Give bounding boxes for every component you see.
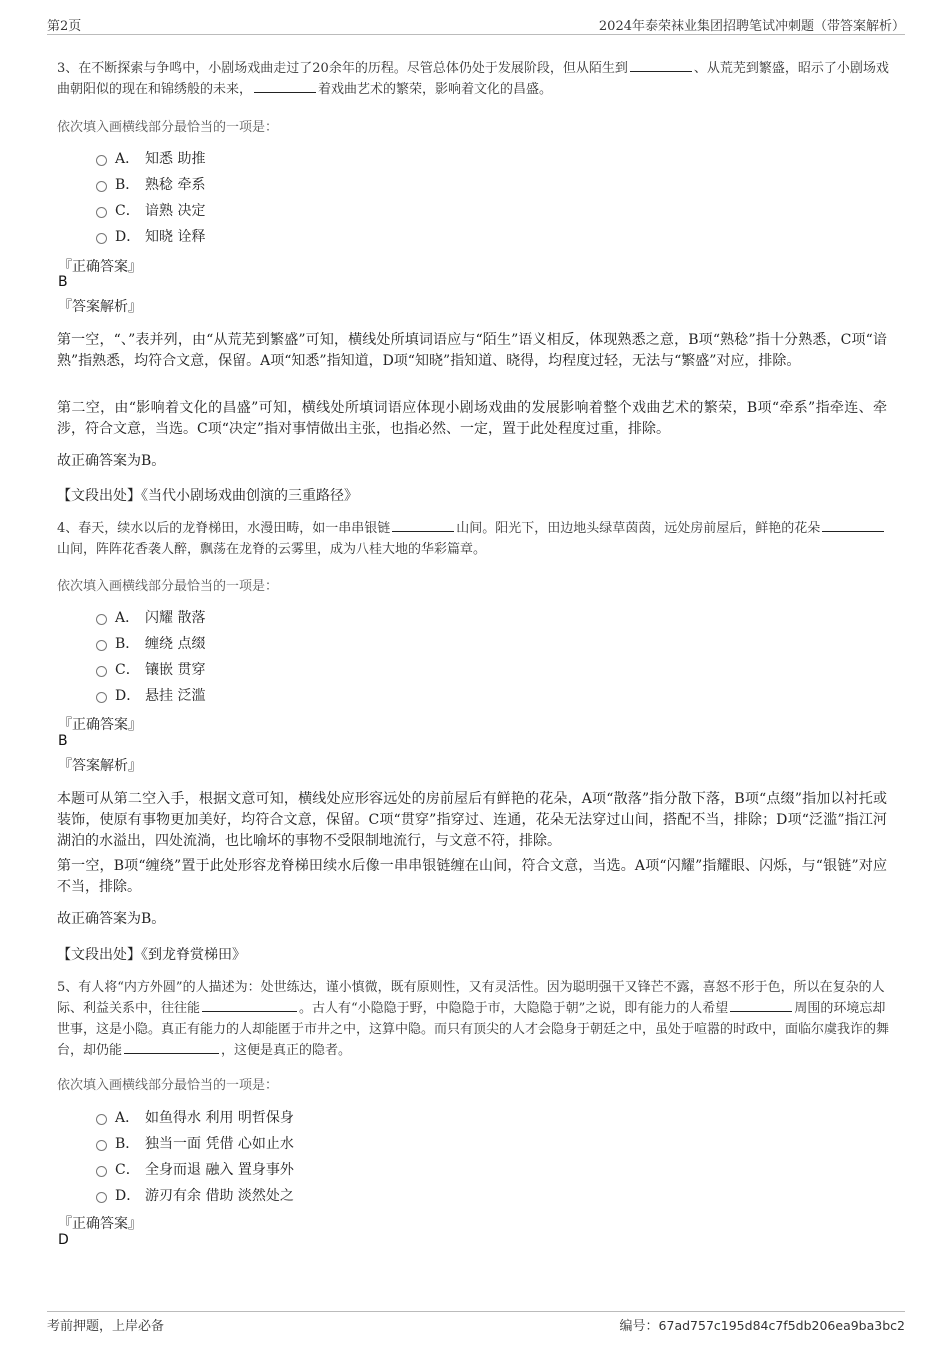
q3-analysis-label: 『答案解析』 [58,299,142,315]
option-letter: A． [115,610,140,626]
page-header [47,12,905,35]
radio-icon[interactable] [96,1192,107,1203]
option-letter: D． [115,688,141,704]
option-letter: B． [115,177,140,193]
option-text: 知悉 助推 [145,151,206,167]
option-text: 缠绕 点缀 [145,636,206,652]
radio-icon[interactable] [96,207,107,218]
option-letter: C． [115,662,140,678]
q4-stem-part-a: 4、春天，续水以后的龙脊梯田，水漫田畴，如一串串银链 [57,521,391,536]
fill-blank [202,998,297,1012]
q4-analysis-2: 第一空，B项“缠绕”置于此处形容龙脊梯田续水后像一串串银链缠在山间，符合文意，当选。A项“闪耀”指耀眼、闪烁，与“银链”对应不当，排除。 [57,858,887,895]
question-4-stem [57,518,897,560]
q4-answer: B [58,733,68,749]
code-label: 编号： [619,1319,659,1334]
option-text: 谙熟 决定 [145,203,206,219]
q4-option-d[interactable] [96,682,205,708]
option-letter: A． [115,1110,140,1126]
q5-option-d[interactable] [96,1182,294,1208]
option-letter: A． [115,151,140,167]
code-value: 67ad757c195d84c7f5db206ea9ba3bc2 [658,1318,905,1333]
q4-answer-label: 『正确答案』 [58,717,142,733]
q3-analysis-3: 故正确答案为B。 [57,453,166,469]
document-title: 2024年泰荣袜业集团招聘笔试冲刺题（带答案解析） [598,19,905,34]
option-letter: D． [115,229,141,245]
q4-stem-part-b: 山间。阳光下，田边地头绿草茵茵，远处房前屋后，鲜艳的花朵 [456,521,821,536]
q3-option-d[interactable] [96,223,205,249]
option-text: 独当一面 凭借 心如止水 [145,1136,294,1152]
q4-source: 【文段出处】《到龙脊赏梯田》 [57,947,246,963]
q3-option-c[interactable] [96,197,205,223]
q4-instruction: 依次填入画横线部分最恰当的一项是： [57,579,279,594]
question-5-stem [57,977,897,1061]
option-letter: B． [115,636,140,652]
footer-slogan: 考前押题，上岸必备 [47,1319,165,1334]
q3-answer: B [58,274,68,290]
q4-analysis-label: 『答案解析』 [58,758,142,774]
fill-blank [254,79,316,93]
radio-icon[interactable] [96,640,107,651]
option-letter: C． [115,1162,140,1178]
q5-options [96,1104,294,1208]
q4-option-c[interactable] [96,656,205,682]
q5-stem-part-a: 5、有人将“内方外圆”的人描述为：处世练达，谨小慎微，既有原则性，又有灵活性。因为聪明强干又锋芒不露，喜怒不形于色，所以在复杂的人际、利益关系中，往往能 [57,980,885,1016]
q4-analysis-1: 本题可从第二空入手，根据文意可知，横线处应形容远处的房前屋后有鲜艳的花朵，A项“散落”指分散下落，B项“点缀”指加以衬托或装饰，使原有事物更加美好，均符合文意，保留。C项“贯穿”指穿过、连通，花朵无法穿过山间，搭配不当，排除；D项“泛滥”指江河湖泊的水溢出，四处流淌，也比喻坏的事物不受限制地流行，与文意不符，排除。 [57,791,887,849]
q3-source: 【文段出处】《当代小剧场戏曲创演的三重路径》 [57,488,358,504]
radio-icon[interactable] [96,1114,107,1125]
q3-stem-part-b: 、从荒芜到繁盛，昭示了小剧场戏曲朝阳似的现在和锦绣般的未来， [57,61,889,97]
q3-stem-part-a: 3、在不断探索与争鸣中，小剧场戏曲走过了20余年的历程。尽管总体仍处于发展阶段，但从陌生到 [57,61,628,76]
q5-answer-label: 『正确答案』 [58,1216,142,1232]
option-letter: D． [115,1188,141,1204]
q4-options [96,604,205,708]
q4-option-a[interactable] [96,604,205,630]
radio-icon[interactable] [96,233,107,244]
option-text: 熟稔 牵系 [145,177,206,193]
q3-stem-part-c: 着戏曲艺术的繁荣，影响着文化的昌盛。 [318,82,553,97]
option-text: 游刃有余 借助 淡然处之 [145,1188,294,1204]
q4-analysis-3: 故正确答案为B。 [57,911,166,927]
option-letter: B． [115,1136,140,1152]
option-text: 全身而退 融入 置身事外 [145,1162,294,1178]
question-3-stem [57,58,897,100]
q5-stem-part-d: ，这便是真正的隐者。 [221,1043,352,1058]
q5-option-c[interactable] [96,1156,294,1182]
page-footer [47,1311,905,1336]
q3-option-b[interactable] [96,171,205,197]
fill-blank [822,518,884,532]
radio-icon[interactable] [96,1140,107,1151]
q3-instruction: 依次填入画横线部分最恰当的一项是： [57,120,279,135]
fill-blank [630,58,692,72]
radio-icon[interactable] [96,614,107,625]
option-text: 知晓 诠释 [145,229,206,245]
q3-option-a[interactable] [96,145,205,171]
q3-analysis-1: 第一空，“、”表并列，由“从荒芜到繁盛”可知，横线处所填词语应与“陌生”语义相反，体现熟悉之意，B项“熟稔”指十分熟悉，C项“谙熟”指熟悉，均符合文意，保留。A项“知悉”指知道，D项“知晓”指知道、晓得，均程度过轻，无法与“繁盛”对应，排除。 [57,332,887,369]
page-number: 第2页 [47,19,82,34]
fill-blank [730,998,792,1012]
q5-answer: D [58,1232,69,1248]
radio-icon[interactable] [96,1166,107,1177]
radio-icon[interactable] [96,666,107,677]
document-code [620,1315,905,1334]
fill-blank [392,518,454,532]
q5-instruction: 依次填入画横线部分最恰当的一项是： [57,1078,279,1093]
radio-icon[interactable] [96,155,107,166]
q5-option-a[interactable] [96,1104,294,1130]
q5-stem-part-c: 周围的环境忘却世事，这是小隐。真正有能力的人却能匿于市井之中，这算中隐。而只有顶尖的人才会隐身于朝廷之中，虽处于喧嚣的时政中，面临尔虞我诈的舞台，却仍能 [57,1001,890,1058]
q3-options [96,145,205,249]
q3-analysis-2: 第二空，由“影响着文化的昌盛”可知，横线处所填词语应体现小剧场戏曲的发展影响着整个戏曲艺术的繁荣，B项“牵系”指牵连、牵涉，符合文意，当选。C项“决定”指对事情做出主张，也指必然、一定，置于此处程度过重，排除。 [57,400,887,437]
option-text: 闪耀 散落 [145,610,206,626]
option-letter: C． [115,203,140,219]
option-text: 如鱼得水 利用 明哲保身 [145,1110,294,1126]
fill-blank [124,1040,219,1054]
q5-stem-part-b: 。古人有“小隐隐于野，中隐隐于市，大隐隐于朝”之说，即有能力的人希望 [299,1001,729,1016]
radio-icon[interactable] [96,181,107,192]
q4-option-b[interactable] [96,630,205,656]
q3-answer-label: 『正确答案』 [58,259,142,275]
radio-icon[interactable] [96,692,107,703]
option-text: 悬挂 泛滥 [145,688,206,704]
q4-stem-part-c: 山间，阵阵花香袭人醉，飘荡在龙脊的云雾里，成为八桂大地的华彩篇章。 [57,542,487,557]
option-text: 镶嵌 贯穿 [145,662,206,678]
q5-option-b[interactable] [96,1130,294,1156]
